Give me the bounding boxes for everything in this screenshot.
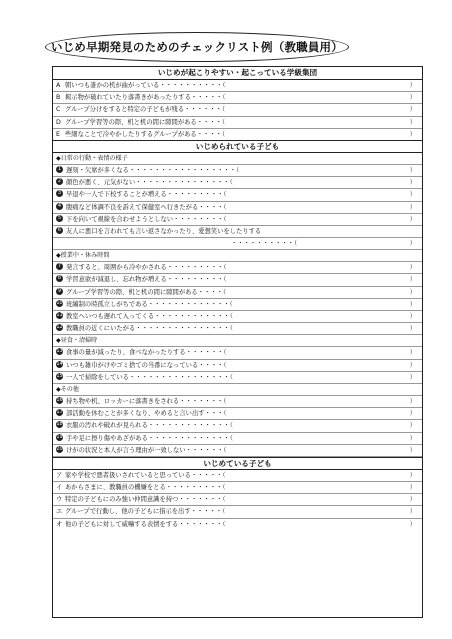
subheading-daily: ◆日常の行動・表情の様子 bbox=[53, 153, 422, 165]
answer-paren-close: ） bbox=[409, 240, 416, 248]
item-marker: オ bbox=[56, 520, 63, 528]
item-text: 友人に悪口を言われても言い返さなかったり、愛想笑いをしたりする bbox=[66, 227, 262, 235]
item-text: 教職員の近くにいたがる・・・・・・・・・・・・・・・（ bbox=[66, 325, 233, 333]
checklist-item bbox=[53, 262, 422, 274]
item-text: 衣服の汚れや破れが見られる・・・・・・・・・・・・・（ bbox=[66, 422, 233, 430]
checklist-item bbox=[53, 482, 422, 494]
item-text: グループ分けをすると特定の子どもが残る・・・・・・（ bbox=[65, 106, 226, 114]
checklist-item bbox=[53, 347, 422, 359]
answer-paren-close: ） bbox=[409, 361, 416, 369]
item-text: グループ学習等の際、机と机の間に隙間がある・・・・（ bbox=[66, 288, 227, 296]
checklist-item bbox=[53, 287, 422, 299]
checklist-item bbox=[53, 433, 422, 445]
checklist-item bbox=[53, 519, 422, 530]
checklist-item bbox=[53, 177, 422, 189]
item-number: 14 bbox=[56, 360, 63, 367]
item-marker: エ bbox=[56, 508, 63, 516]
checklist-item bbox=[53, 396, 422, 408]
answer-paren-close: ） bbox=[409, 471, 416, 479]
checklist-item bbox=[53, 214, 422, 226]
answer-paren-close: ） bbox=[409, 203, 416, 211]
item-number: 17 bbox=[56, 409, 63, 416]
page-title: いじめ早期発見のためのチェックリスト例（教職員用） bbox=[45, 32, 349, 62]
answer-paren-close: ） bbox=[409, 484, 416, 492]
item-text: 教室へいつも遅れて入ってくる・・・・・・・・・・・・（ bbox=[66, 313, 233, 320]
item-number: 16 bbox=[56, 396, 63, 403]
section-class-items bbox=[53, 80, 422, 140]
answer-paren-close: ） bbox=[409, 300, 416, 308]
item-number: 8 bbox=[57, 275, 62, 282]
item-number: 13 bbox=[56, 348, 63, 355]
checklist-item bbox=[53, 104, 422, 116]
item-text: 手や足に擦り傷やあざがある・・・・・・・・・・・・・（ bbox=[66, 434, 233, 442]
answer-paren-close: ） bbox=[409, 288, 416, 296]
item-text: 発言すると、周囲から冷やかされる・・・・・・・・・（ bbox=[66, 264, 227, 272]
item-number: 19 bbox=[56, 433, 63, 440]
item-number: 7 bbox=[57, 263, 62, 270]
subheading-lunch: ◆昼食・清掃時 bbox=[53, 335, 422, 347]
item-number: 1 bbox=[57, 165, 62, 172]
checklist-item bbox=[53, 92, 422, 104]
answer-paren-close: ） bbox=[409, 166, 416, 174]
section-heading-bully: いじめている子ども bbox=[53, 457, 422, 470]
item-number: 11 bbox=[56, 312, 63, 318]
item-text: 班編制の時孤立しがちである・・・・・・・・・・・・・（ bbox=[66, 300, 233, 308]
item-text: あからさまに、教職員の機嫌をとる・・・・・・・・・（ bbox=[65, 484, 226, 492]
answer-paren-close: ） bbox=[409, 508, 416, 516]
item-text: 持ち物や机、ロッカーに落書きをされる・・・・・・・（ bbox=[66, 397, 227, 405]
checklist-item bbox=[53, 360, 422, 372]
checklist-item bbox=[53, 189, 422, 201]
group-other bbox=[53, 396, 422, 457]
item-number: 5 bbox=[57, 214, 62, 221]
checklist-item-continuation bbox=[53, 238, 422, 250]
item-marker: D bbox=[56, 118, 61, 126]
answer-paren-close: ） bbox=[409, 106, 416, 114]
item-number: 20 bbox=[56, 445, 63, 452]
item-text: 早退や一人で下校することが増える・・・・・・・・・（ bbox=[66, 191, 227, 199]
item-number: 2 bbox=[57, 178, 62, 185]
checklist-item bbox=[53, 506, 422, 518]
answer-paren-close: ） bbox=[409, 397, 416, 405]
item-text: 掲示物が破れていたり落書きがあったりする・・・・・（ bbox=[65, 94, 226, 102]
item-text: 他の子どもに対して威嚇する表情をする・・・・・・・（ bbox=[65, 520, 226, 528]
item-text: 学習意欲が減退し、忘れ物が増える・・・・・・・・・（ bbox=[66, 276, 227, 284]
item-text: けがの状況と本人が言う理由が一致しない・・・・・・（ bbox=[66, 446, 227, 454]
item-number: 10 bbox=[56, 299, 63, 306]
checklist-item bbox=[53, 226, 422, 238]
checklist-sheet bbox=[52, 66, 423, 618]
subheading-class-time: ◆授業中・休み時間 bbox=[53, 250, 422, 262]
checklist-item bbox=[53, 408, 422, 420]
answer-paren-close: ） bbox=[409, 313, 416, 320]
item-marker: B bbox=[56, 94, 61, 102]
answer-paren-close: ） bbox=[409, 446, 416, 454]
item-number: 6 bbox=[57, 226, 62, 233]
item-marker: E bbox=[56, 130, 60, 138]
item-text: 下を向いて視線を合わせようとしない・・・・・・・・（ bbox=[66, 215, 227, 223]
item-text: グループで行動し、他の子どもに指示を出す・・・・・（ bbox=[65, 508, 226, 516]
checklist-item bbox=[53, 420, 422, 432]
answer-paren-close: ） bbox=[409, 520, 416, 528]
checklist-item bbox=[53, 274, 422, 286]
item-number: 15 bbox=[56, 372, 63, 379]
group-lunch bbox=[53, 347, 422, 384]
answer-paren-close: ） bbox=[409, 276, 416, 284]
checklist-item bbox=[53, 165, 422, 177]
item-text: いつも雑巾がけやゴミ捨ての当番になっている・・・・（ bbox=[66, 361, 227, 369]
answer-paren-close: ） bbox=[409, 434, 416, 442]
item-marker: イ bbox=[56, 484, 63, 492]
answer-paren-close: ） bbox=[409, 410, 416, 418]
checklist-item bbox=[53, 129, 422, 140]
checklist-item bbox=[53, 311, 422, 323]
item-text: 食事の量が減ったり、食べなかったりする・・・・・・（ bbox=[66, 349, 227, 357]
checklist-item bbox=[53, 470, 422, 482]
section-bully-items bbox=[53, 470, 422, 530]
checklist-item bbox=[53, 202, 422, 214]
item-text: 家や学校で悪者扱いされていると思っている・・・・・（ bbox=[65, 471, 226, 479]
answer-paren-close: ） bbox=[409, 373, 416, 381]
item-text: グループ学習等の際、机と机の間に隙間がある・・・・（ bbox=[65, 118, 226, 126]
item-marker: ウ bbox=[56, 496, 63, 504]
item-marker: C bbox=[56, 106, 61, 114]
checklist-item bbox=[53, 80, 422, 92]
item-marker: A bbox=[56, 82, 61, 89]
checklist-item bbox=[53, 323, 422, 335]
section-heading-victim: いじめられている子ども bbox=[53, 140, 422, 153]
answer-paren-close: ） bbox=[409, 422, 416, 430]
answer-paren-close: ） bbox=[409, 179, 416, 187]
answer-paren-close: ） bbox=[409, 349, 416, 357]
item-text: 一人で掃除をしている・・・・・・・・・・・・・・・・（ bbox=[66, 373, 233, 381]
item-text: 遅刻・欠席が多くなる・・・・・・・・・・・・・・・・・（ bbox=[66, 166, 240, 174]
item-text: 朝いつも誰かの机が曲がっている・・・・・・・・・・（ bbox=[65, 82, 226, 89]
item-number: 9 bbox=[57, 287, 62, 294]
item-text: 顔色が悪く、元気がない・・・・・・・・・・・・・・・（ bbox=[66, 179, 233, 187]
item-text: 部活動を休むことが多くなり、やめると言い出す・・・（ bbox=[66, 410, 227, 418]
section-heading-class: いじめが起こりやすい・起こっている学級集団 bbox=[53, 67, 422, 80]
item-number: 18 bbox=[56, 421, 63, 428]
answer-paren-close: ） bbox=[409, 118, 416, 126]
item-number: 3 bbox=[57, 190, 62, 197]
item-number: 4 bbox=[57, 202, 62, 209]
item-text: 腹痛など体調不良を訴えて保健室へ行きたがる・・・・（ bbox=[66, 203, 227, 211]
answer-paren-close: ） bbox=[409, 325, 416, 333]
group-daily bbox=[53, 165, 422, 250]
checklist-item bbox=[53, 299, 422, 311]
checklist-item bbox=[53, 117, 422, 129]
answer-paren-close: ） bbox=[409, 191, 416, 199]
answer-paren-close: ） bbox=[409, 496, 416, 504]
checklist-item bbox=[53, 372, 422, 384]
item-marker: ア bbox=[56, 471, 63, 479]
item-text: 些細なことで冷やかしたりするグループがある・・・・（ bbox=[65, 130, 226, 138]
checklist-item bbox=[53, 445, 422, 457]
item-number: 12 bbox=[56, 324, 63, 331]
subheading-other: ◆その他 bbox=[53, 384, 422, 396]
leader-dots: ・・・・・・・・・・（ bbox=[231, 240, 298, 248]
checklist-item bbox=[53, 494, 422, 506]
answer-paren-close: ） bbox=[409, 215, 416, 223]
answer-paren-close: ） bbox=[409, 264, 416, 272]
answer-paren-close: ） bbox=[409, 82, 416, 89]
item-text: 特定の子どもにのみ強い仲間意識を持つ・・・・・・・（ bbox=[65, 496, 226, 504]
answer-paren-close: ） bbox=[409, 130, 416, 138]
group-class-time bbox=[53, 262, 422, 335]
answer-paren-close: ） bbox=[409, 94, 416, 102]
